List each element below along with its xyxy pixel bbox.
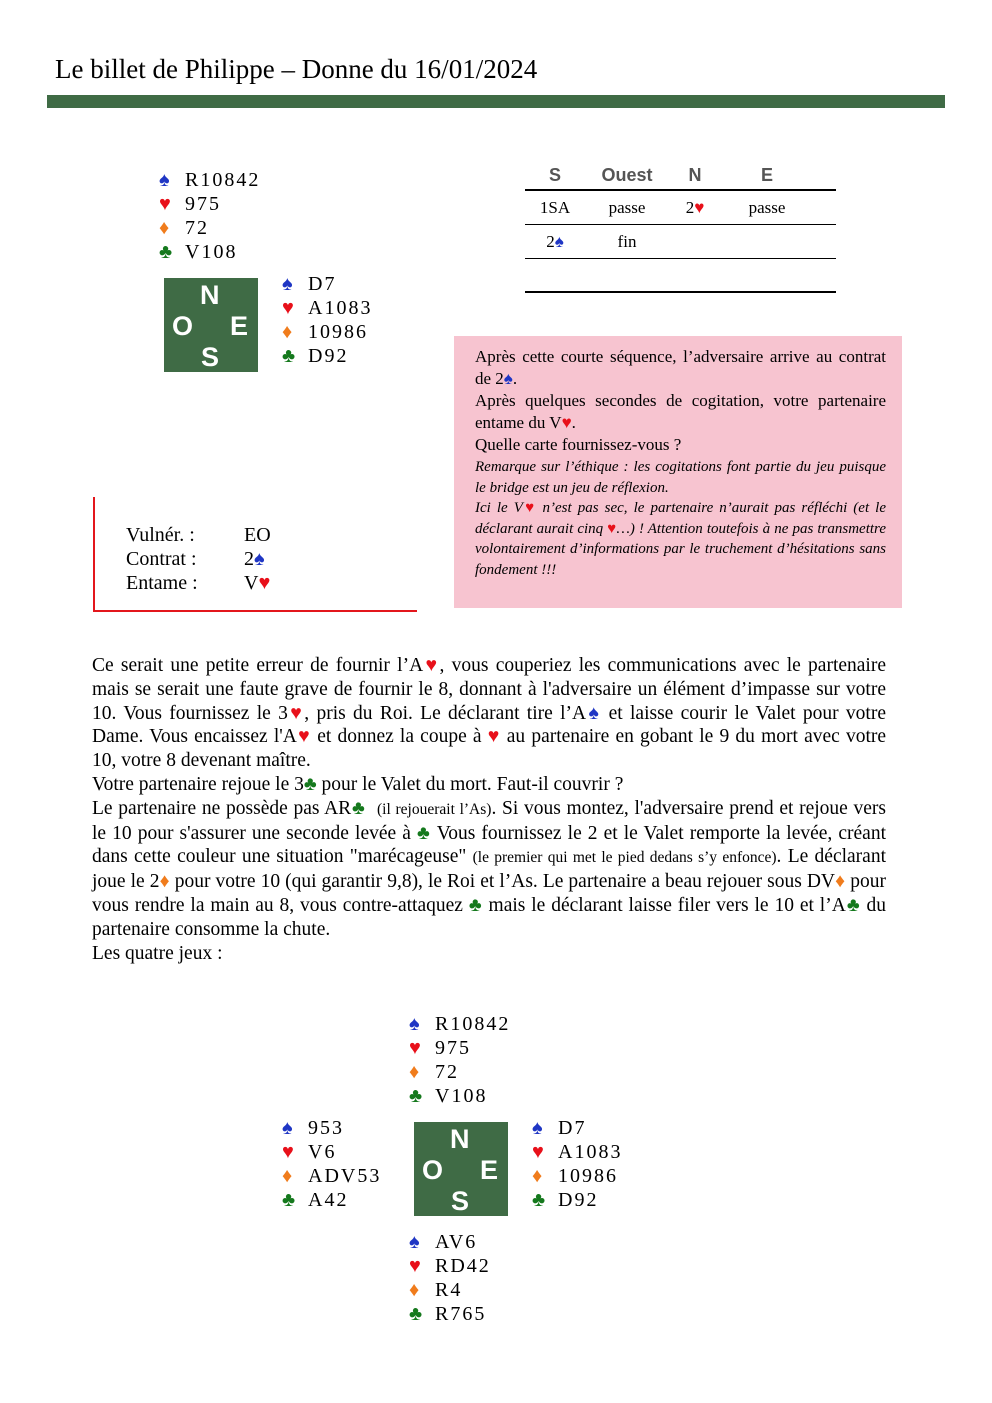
full-north-hand: [409, 1012, 510, 1108]
bid-north: 2♥: [685, 197, 705, 217]
heart-icon: ♥: [694, 197, 705, 217]
analysis-paragraph: Votre partenaire rejoue le 3♣ pour le Valet du mort. Faut-il couvrir ?: [92, 773, 624, 795]
heart-icon: ♥: [282, 297, 294, 319]
bid-west: passe: [608, 197, 646, 217]
spade-icon: ♠: [532, 1117, 543, 1139]
heart-icon: ♥: [282, 1141, 294, 1163]
diamond-icon: ♦: [532, 1165, 543, 1187]
compass-box: [414, 1122, 508, 1216]
compass-east: E: [480, 1155, 499, 1185]
header-north: N: [688, 165, 702, 185]
club-icon: ♣: [282, 1189, 296, 1211]
heart-icon: ♥: [607, 520, 617, 537]
ethics-remark-2: Ici le V♥ n’est pas sec, le partenaire n’aurait pas réfléchi (et le déclarant aurait cinq ♥…) ! Attention toutefois à ne pas transmettre volontairement d’informations par le truchement d’hésitations sans fondement !!!: [475, 500, 887, 578]
contract-row: Contrat : 2♠: [126, 548, 265, 570]
south-diamonds: ♦ R4: [409, 1279, 463, 1301]
heart-icon: ♥: [409, 1255, 421, 1277]
club-icon: ♣: [409, 1303, 423, 1325]
full-west-hand: [282, 1116, 381, 1212]
bidding-row: [525, 191, 836, 225]
heart-icon: ♥: [423, 655, 440, 676]
heart-icon: ♥: [287, 702, 305, 724]
diamond-icon: ♦: [159, 217, 170, 239]
diamond-icon: ♦: [282, 321, 293, 343]
vulnerability-row: Vulnér. : EO: [126, 524, 271, 546]
header-west: Ouest: [601, 165, 653, 185]
club-icon: ♣: [532, 1189, 546, 1211]
east-hearts: ♥ A1083: [282, 297, 373, 319]
bidding-table: [525, 163, 836, 293]
spade-icon: ♠: [282, 273, 293, 295]
analysis-paragraph: Le partenaire ne possède pas AR♣ (il rejouerait l’As). Si vous montez, l'adversaire prend et rejoue vers le 10 pour s'assurer une seconde levée à ♣ Vous fournissez le 2 et le Valet remporte la levée, créant dans cette couleur une situation "marécageuse" (le premier qui met le pied dedans s’y enfonce). Le déclarant joue le 2♦ pour votre 10 (qui garantir 9,8), le Roi et l’As. Le partenaire a beau rejouer sous DV♦ pour vous rendre la main au 8, vous contre-attaquez ♣ mais le déclarant laisse filer vers le 10 et l’A♣ du partenaire consomme la chute.: [92, 797, 887, 940]
club-icon: ♣: [303, 773, 317, 795]
bid-east: passe: [748, 197, 786, 217]
heart-icon: ♥: [258, 572, 271, 594]
east-hearts: ♥ A1083: [532, 1141, 623, 1163]
club-icon: ♣: [468, 894, 483, 916]
full-south-hand: [409, 1230, 491, 1326]
east-clubs: ♣ D92: [532, 1189, 599, 1211]
diamond-icon: ♦: [409, 1279, 420, 1301]
west-diamonds: ♦ ADV53: [282, 1165, 382, 1187]
spade-icon: ♠: [409, 1231, 420, 1253]
diamond-icon: ♦: [159, 871, 170, 893]
question-text: Quelle carte fournissez-vous ?: [475, 435, 682, 454]
full-east-hand: [532, 1116, 622, 1212]
bidding-header: [525, 163, 836, 191]
bid-south: 1SA: [539, 197, 571, 217]
heart-icon: ♥: [159, 193, 171, 215]
question-lead: Après quelques secondes de cogitation, votre partenaire entame du V♥.: [475, 391, 886, 432]
north-clubs: ♣ V108: [409, 1085, 488, 1107]
analysis-paragraph: Ce serait une petite erreur de fournir l’A♥, vous couperiez les communications avec le partenaire mais se serait une faute grave de fournir le 8, donnant à l'adversaire un élément d’impasse sur votre 10. Vous fournissez le 3♥, pris du Roi. Le déclarant tire l’A♠ et laisse courir le Valet pour votre Dame. Vous encaissez l'A♥ et donnez la coupe à ♥ au partenaire en gobant le 9 du mort avec votre 10, votre 8 devenant maître.: [92, 655, 887, 772]
spade-icon: ♠: [586, 702, 602, 724]
top-north-hand: [159, 168, 260, 264]
south-spades: ♠ AV6: [409, 1231, 478, 1253]
header-south: S: [548, 165, 562, 185]
heart-icon: ♥: [487, 726, 501, 748]
spade-icon: ♠: [159, 169, 170, 191]
contract-info-box: [93, 497, 417, 612]
question-intro: Après cette courte séquence, l’adversaire arrive au contrat de 2♠.: [475, 347, 886, 388]
south-clubs: ♣ R765: [409, 1303, 487, 1325]
compass-north: N: [450, 1124, 470, 1154]
east-clubs: ♣ D92: [282, 345, 349, 367]
ethics-remark: Remarque sur l’éthique : les cogitations font partie du jeu puisque le bridge est un jeu de réflexion.: [475, 459, 886, 496]
top-east-hand: [282, 272, 372, 368]
north-spades: ♠ R10842: [159, 169, 261, 191]
east-spades: ♠ D7: [282, 273, 337, 295]
lead-row: Entame : V♥: [126, 572, 271, 594]
heart-icon: ♥: [409, 1037, 421, 1059]
east-diamonds: ♦ 10986: [282, 321, 368, 343]
heart-icon: ♥: [532, 1141, 544, 1163]
spade-icon: ♠: [554, 231, 564, 251]
north-hearts: ♥ 975: [159, 193, 221, 215]
north-clubs: ♣ V108: [159, 241, 238, 263]
compass-south: S: [451, 1186, 470, 1216]
heart-icon: ♥: [522, 500, 537, 516]
bidding-row: [525, 225, 836, 259]
question-box: [454, 336, 902, 608]
north-diamonds: ♦ 72: [409, 1061, 459, 1083]
north-diamonds: ♦ 72: [159, 217, 209, 239]
club-icon: ♣: [409, 1085, 423, 1107]
diamond-icon: ♦: [282, 1165, 293, 1187]
diamond-icon: ♦: [409, 1061, 420, 1083]
compass-west: O: [172, 311, 194, 341]
analysis-text: [92, 654, 886, 965]
spade-icon: ♠: [409, 1013, 420, 1035]
west-clubs: ♣ A42: [282, 1189, 349, 1211]
east-diamonds: ♦ 10986: [532, 1165, 618, 1187]
page-title: Le billet de Philippe – Donne du 16/01/2024: [55, 54, 538, 84]
heart-icon: ♥: [561, 413, 572, 432]
compass-south: S: [201, 342, 220, 372]
header-east: E: [760, 165, 774, 185]
compass-east: E: [230, 311, 249, 341]
club-icon: ♣: [282, 345, 296, 367]
club-icon: ♣: [351, 797, 366, 819]
west-spades: ♠ 953: [282, 1117, 344, 1139]
spade-icon: ♠: [282, 1117, 293, 1139]
compass-west: O: [422, 1155, 444, 1185]
west-hearts: ♥ V6: [282, 1141, 337, 1163]
club-icon: ♣: [159, 241, 173, 263]
club-icon: ♣: [845, 894, 861, 916]
title-divider: [47, 95, 945, 108]
compass-box: [164, 278, 258, 372]
heart-icon: ♥: [296, 726, 312, 748]
spade-icon: ♠: [254, 548, 265, 570]
diamond-icon: ♦: [835, 871, 846, 893]
bid-south: 2♠: [546, 231, 564, 251]
bidding-row: [525, 259, 836, 293]
bid-west: fin: [617, 231, 637, 251]
analysis-paragraph: Les quatre jeux :: [92, 942, 223, 964]
spade-icon: ♠: [503, 369, 513, 388]
east-spades: ♠ D7: [532, 1117, 587, 1139]
compass-north: N: [200, 280, 220, 310]
north-hearts: ♥ 975: [409, 1037, 471, 1059]
north-spades: ♠ R10842: [409, 1013, 511, 1035]
south-hearts: ♥ RD42: [409, 1255, 491, 1277]
club-icon: ♣: [416, 822, 431, 844]
